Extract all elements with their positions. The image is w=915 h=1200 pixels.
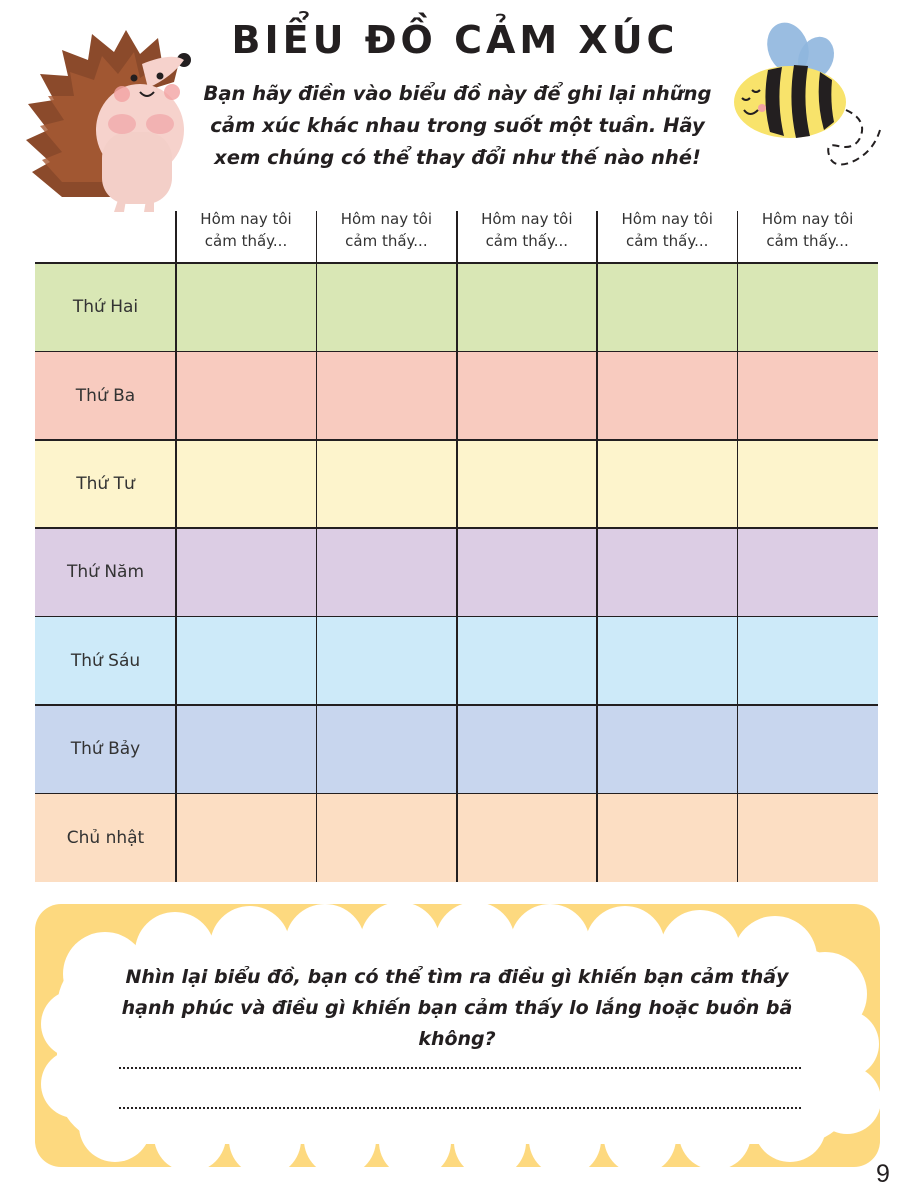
column-header-line: Hôm nay tôi xyxy=(761,210,854,228)
feeling-cell[interactable] xyxy=(738,617,878,705)
feeling-cell[interactable] xyxy=(597,705,737,793)
page-title: BIỂU ĐỒ CẢM XÚC xyxy=(231,18,679,62)
row-label: Thứ Hai xyxy=(72,297,139,318)
column-header-line: cảm thấy... xyxy=(204,232,288,250)
feeling-cell[interactable] xyxy=(176,263,316,351)
column-header xyxy=(738,205,878,263)
feeling-cell[interactable] xyxy=(597,351,737,439)
hedgehog-illustration xyxy=(22,22,202,212)
feeling-cell[interactable] xyxy=(738,351,878,439)
row-label: Thứ Bảy xyxy=(70,739,141,760)
page-number: 9 xyxy=(876,1160,890,1188)
feeling-cell[interactable] xyxy=(176,351,316,439)
feeling-cell[interactable] xyxy=(316,617,456,705)
feeling-cell[interactable] xyxy=(316,351,456,439)
feeling-cell[interactable] xyxy=(316,705,456,793)
column-divider xyxy=(737,263,739,882)
column-header xyxy=(597,205,737,263)
reflection-box xyxy=(35,904,880,1167)
column-header-line: Hôm nay tôi xyxy=(340,210,433,228)
column-header-line: cảm thấy... xyxy=(485,232,569,250)
feeling-cell[interactable] xyxy=(316,440,456,528)
feeling-cell[interactable] xyxy=(176,793,316,881)
answer-line[interactable] xyxy=(119,1067,801,1069)
column-divider xyxy=(175,263,177,882)
feeling-cell[interactable] xyxy=(316,263,456,351)
feeling-cell[interactable] xyxy=(597,617,737,705)
feeling-cell[interactable] xyxy=(176,705,316,793)
feeling-cell[interactable] xyxy=(316,793,456,881)
intro-line: xem chúng có thể thay đổi như thế nào nhé! xyxy=(214,146,701,169)
column-header-line: cảm thấy... xyxy=(345,232,428,250)
column-divider xyxy=(596,263,598,882)
feeling-cell[interactable] xyxy=(597,528,737,616)
feeling-cell[interactable] xyxy=(738,793,878,881)
feeling-cell[interactable] xyxy=(738,528,878,616)
feeling-cell[interactable] xyxy=(176,528,316,616)
feeling-cell[interactable] xyxy=(457,705,597,793)
question-line: Nhìn lại biểu đồ, bạn có thể tìm ra điều gì khiến bạn cảm thấy xyxy=(125,966,789,988)
feeling-cell[interactable] xyxy=(457,793,597,881)
feeling-cell[interactable] xyxy=(457,440,597,528)
feeling-cell[interactable] xyxy=(457,351,597,439)
column-header xyxy=(316,205,456,263)
column-header-line: cảm thấy... xyxy=(766,232,849,250)
intro-text xyxy=(190,78,725,174)
feeling-cell[interactable] xyxy=(316,528,456,616)
column-divider xyxy=(456,263,458,882)
row-label: Thứ Sáu xyxy=(70,650,141,671)
answer-line[interactable] xyxy=(119,1107,801,1109)
feeling-cell[interactable] xyxy=(738,263,878,351)
column-headers xyxy=(35,205,878,263)
feeling-cell[interactable] xyxy=(738,705,878,793)
row-label: Thứ Tư xyxy=(76,473,135,494)
column-divider xyxy=(316,263,318,882)
intro-line: Bạn hãy điền vào biểu đồ này để ghi lại những xyxy=(203,82,712,105)
feeling-cell[interactable] xyxy=(597,440,737,528)
feeling-cell[interactable] xyxy=(597,793,737,881)
feeling-cell[interactable] xyxy=(457,528,597,616)
column-header-line: Hôm nay tôi xyxy=(200,210,292,228)
question-line: hạnh phúc và điều gì khiến bạn cảm thấy lo lắng hoặc buồn bã không? xyxy=(121,997,793,1050)
column-header xyxy=(176,205,316,263)
column-header-line: Hôm nay tôi xyxy=(481,210,573,228)
bee-illustration xyxy=(728,20,888,175)
mood-chart xyxy=(35,205,878,882)
feeling-cell[interactable] xyxy=(457,263,597,351)
row-label: Chủ nhật xyxy=(66,827,145,848)
question-text xyxy=(107,962,807,1055)
feeling-cell[interactable] xyxy=(176,617,316,705)
column-header-line: Hôm nay tôi xyxy=(621,210,713,228)
row-label: Thứ Ba xyxy=(75,385,136,406)
feeling-cell[interactable] xyxy=(457,617,597,705)
feeling-cell[interactable] xyxy=(738,440,878,528)
row-label: Thứ Năm xyxy=(66,562,145,583)
feeling-cell[interactable] xyxy=(597,263,737,351)
column-header-line: cảm thấy... xyxy=(625,232,709,250)
intro-line: cảm xúc khác nhau trong suốt một tuần. Hãy xyxy=(210,114,705,137)
column-header xyxy=(457,205,597,263)
feeling-cell[interactable] xyxy=(176,440,316,528)
